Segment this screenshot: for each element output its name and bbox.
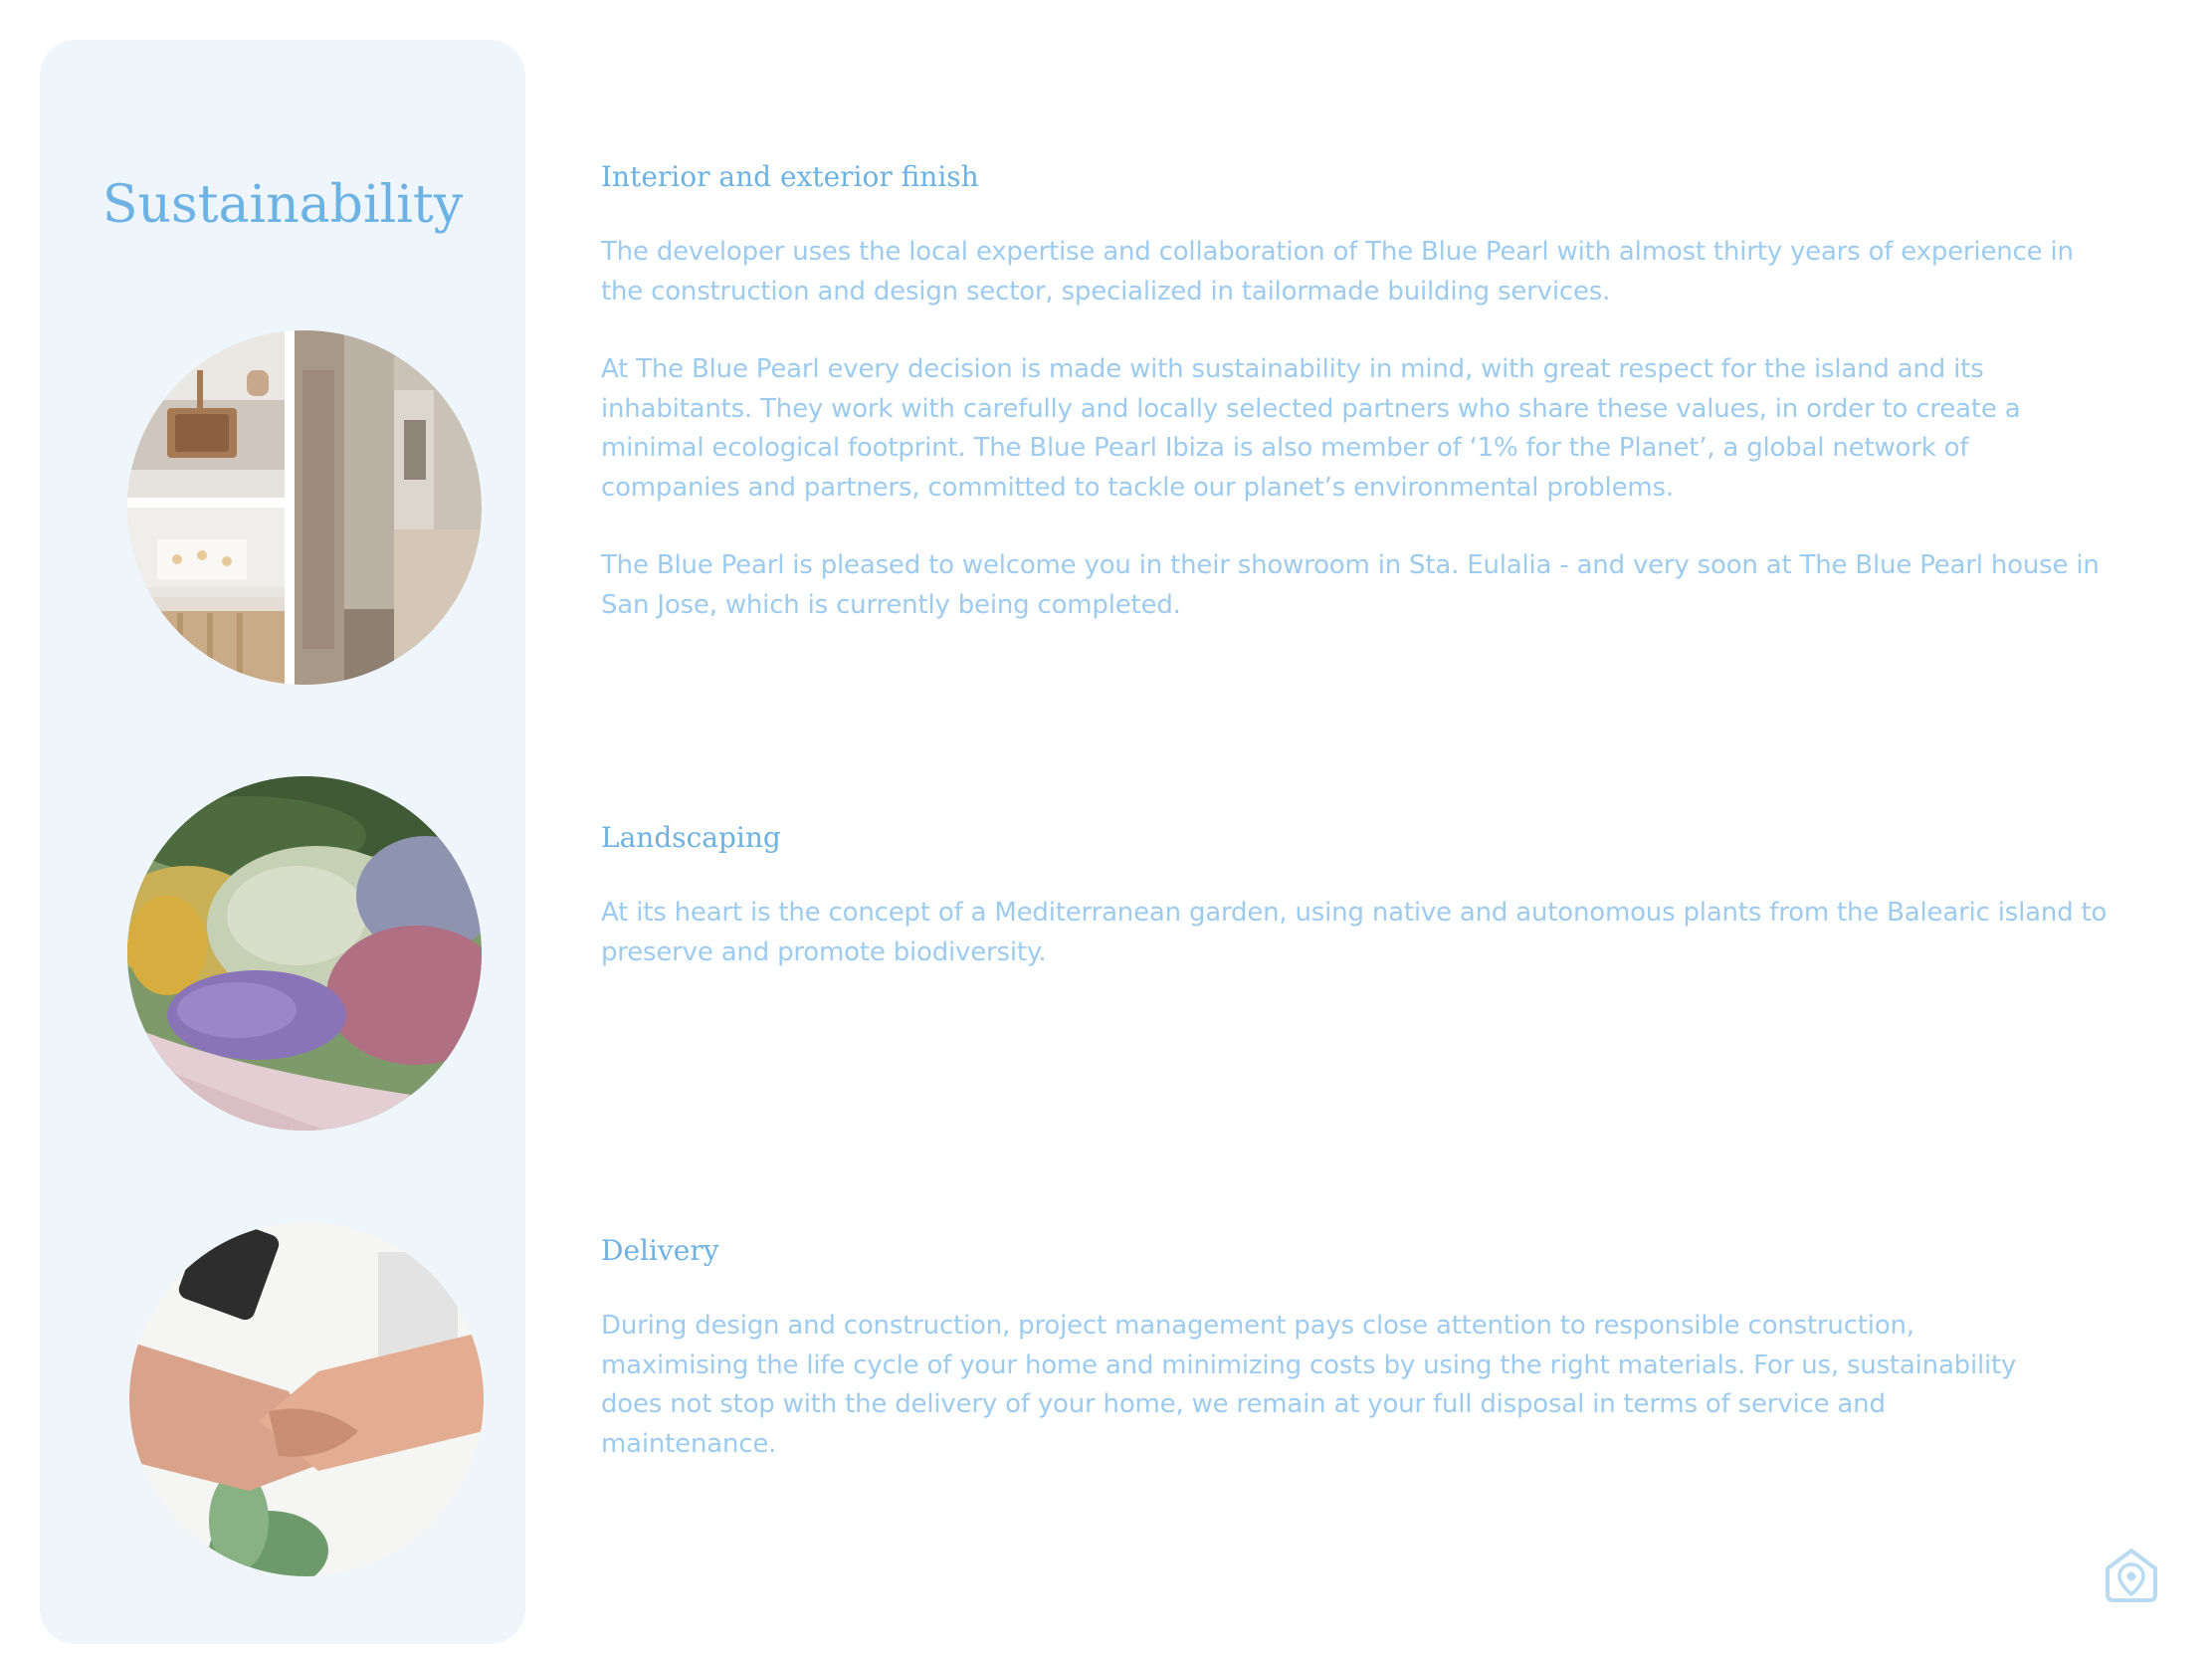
handshake-photo	[129, 1222, 484, 1576]
main-content	[601, 0, 2113, 1659]
paragraph: At The Blue Pearl every decision is made with sustainability in mind, with great respect for the island and its inhabitants. They work with carefully and locally selected partners who share these values, in order to create a minimal ecological footprint. The Blue Pearl Ibiza is also member of ‘1% for the Planet’, a global network of companies and partners, committed to tackle our planet’s environmental problems.	[601, 354, 2021, 503]
paragraph: At its heart is the concept of a Mediterranean garden, using native and autonomous plants from the Balearic island to preserve and promote biodiversity.	[601, 898, 2108, 967]
paragraph: The developer uses the local expertise and collaboration of The Blue Pearl with almost thirty years of experience in the construction and design sector, specialized in tailormade building services.	[601, 237, 2074, 307]
section-heading: Interior and exterior finish	[601, 160, 979, 193]
section-heading: Delivery	[601, 1234, 719, 1267]
sidebar-panel	[40, 40, 525, 1644]
section-heading: Landscaping	[601, 821, 781, 854]
house-location-pin-icon	[2102, 1545, 2161, 1604]
interior-kitchen-photo	[127, 330, 482, 685]
section-delivery	[601, 1231, 2113, 1503]
paragraph: The Blue Pearl is pleased to welcome you in their showroom in Sta. Eulalia - and very soon at The Blue Pearl house in San Jose, which is currently being completed.	[601, 550, 2100, 620]
paragraph: During design and construction, project management pays close attention to responsible construction, maximising the life cycle of your home and minimizing costs by using the right materials. For us, sustainability does not stop with the delivery of your home, we remain at your full disposal in terms of service and maintenance.	[601, 1311, 2017, 1459]
section-landscaping	[601, 818, 2113, 1011]
page-title: Sustainability	[101, 175, 464, 235]
mediterranean-garden-photo	[127, 776, 482, 1131]
section-interior-finish	[601, 157, 2113, 664]
